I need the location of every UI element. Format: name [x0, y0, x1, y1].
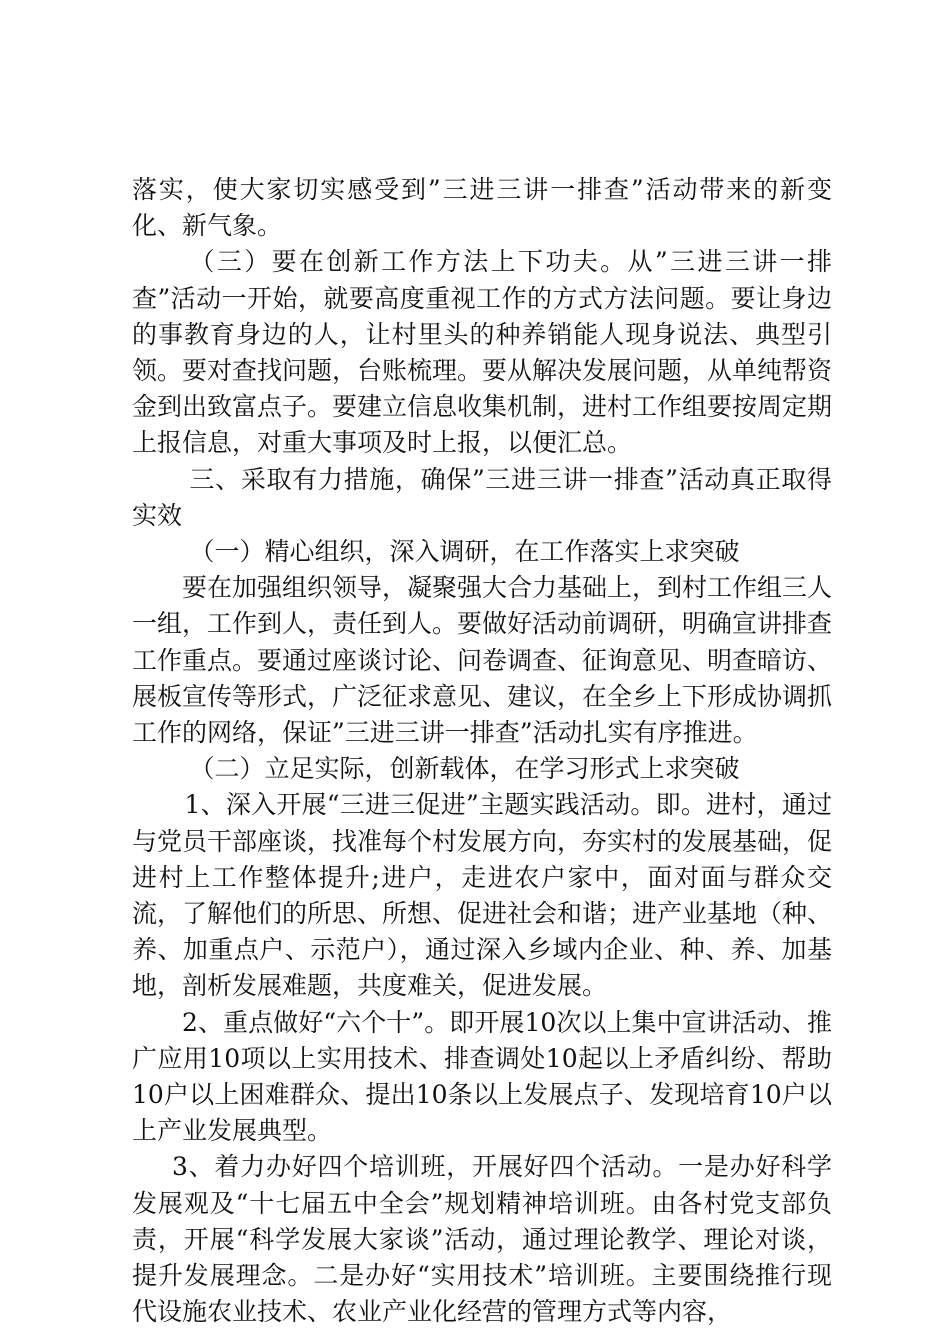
paragraph-item-1: 1、深入开展“三进三促进”主题实践活动。即。进村，通过与党员干部座谈，找准每个村发展方向，夯实村的发展基础，促进村上工作整体提升;进户，走进农户家中，面对面与群众交流，了解他们的所思、所想、促进社会和谐；进产业基地（种、养、加重点户、示范户），通过深入乡域内企业、种、养、加基地，剖析发展难题，共度难关，促进发展。	[132, 790, 833, 1001]
paragraph-continuation: 落实，使大家切实感受到”三进三讲一排查”活动带来的新变化、新气象。	[132, 175, 832, 241]
section-heading-measures: 三、采取有力措施，确保”三进三讲一排查”活动真正取得实效	[132, 464, 832, 530]
paragraph-item-3: 3、着力办好四个培训班，开展好四个活动。一是办好科学发展观及“十七届五中全会”规划精神培训班。由各村党支部负责，开展“科学发展大家谈”活动，通过理论教学、理论对谈，提升发展理念。二是办好“实用技术”培训班。主要围绕推行现代设施农业技术、农业产业化经营的管理方式等内容，	[132, 1152, 832, 1327]
subheading-innovate-carrier: （二）立足实际，创新载体，在学习形式上求突破	[189, 754, 740, 784]
paragraph-organize: 要在加强组织领导，凝聚强大合力基础上，到村工作组三人一组，工作到人，责任到人。要做好活动前调研，明确宣讲排查工作重点。要通过座谈讨论、问卷调查、征询意见、明查暗访、展板宣传等形式，广泛征求意见、建议，在全乡上下形成协调抓工作的网络，保证”三进三讲一排查”活动扎实有序推进。	[132, 573, 833, 748]
document-body	[132, 172, 832, 1331]
subheading-organize: （一）精心组织，深入调研，在工作落实上求突破	[189, 537, 740, 567]
paragraph-innovate-methods: （三）要在创新工作方法上下功夫。从”三进三讲一排查”活动一开始，就要高度重视工作的方式方法问题。要让身边的事教育身边的人，让村里头的种养销能人现身说法、典型引领。要对查找问题，台账梳理。要从解决发展问题，从单纯帮资金到出致富点子。要建立信息收集机制，进村工作组要按周定期上报信息，对重大事项及时上报，以便汇总。	[132, 247, 833, 458]
paragraph-item-2: 2、重点做好“六个十”。即开展10次以上集中宣讲活动、推广应用10项以上实用技术、排查调处10起以上矛盾纠纷、帮助10户以上困难群众、提出10条以上发展点子、发现培育10户以上产业发展典型。	[132, 1007, 832, 1146]
